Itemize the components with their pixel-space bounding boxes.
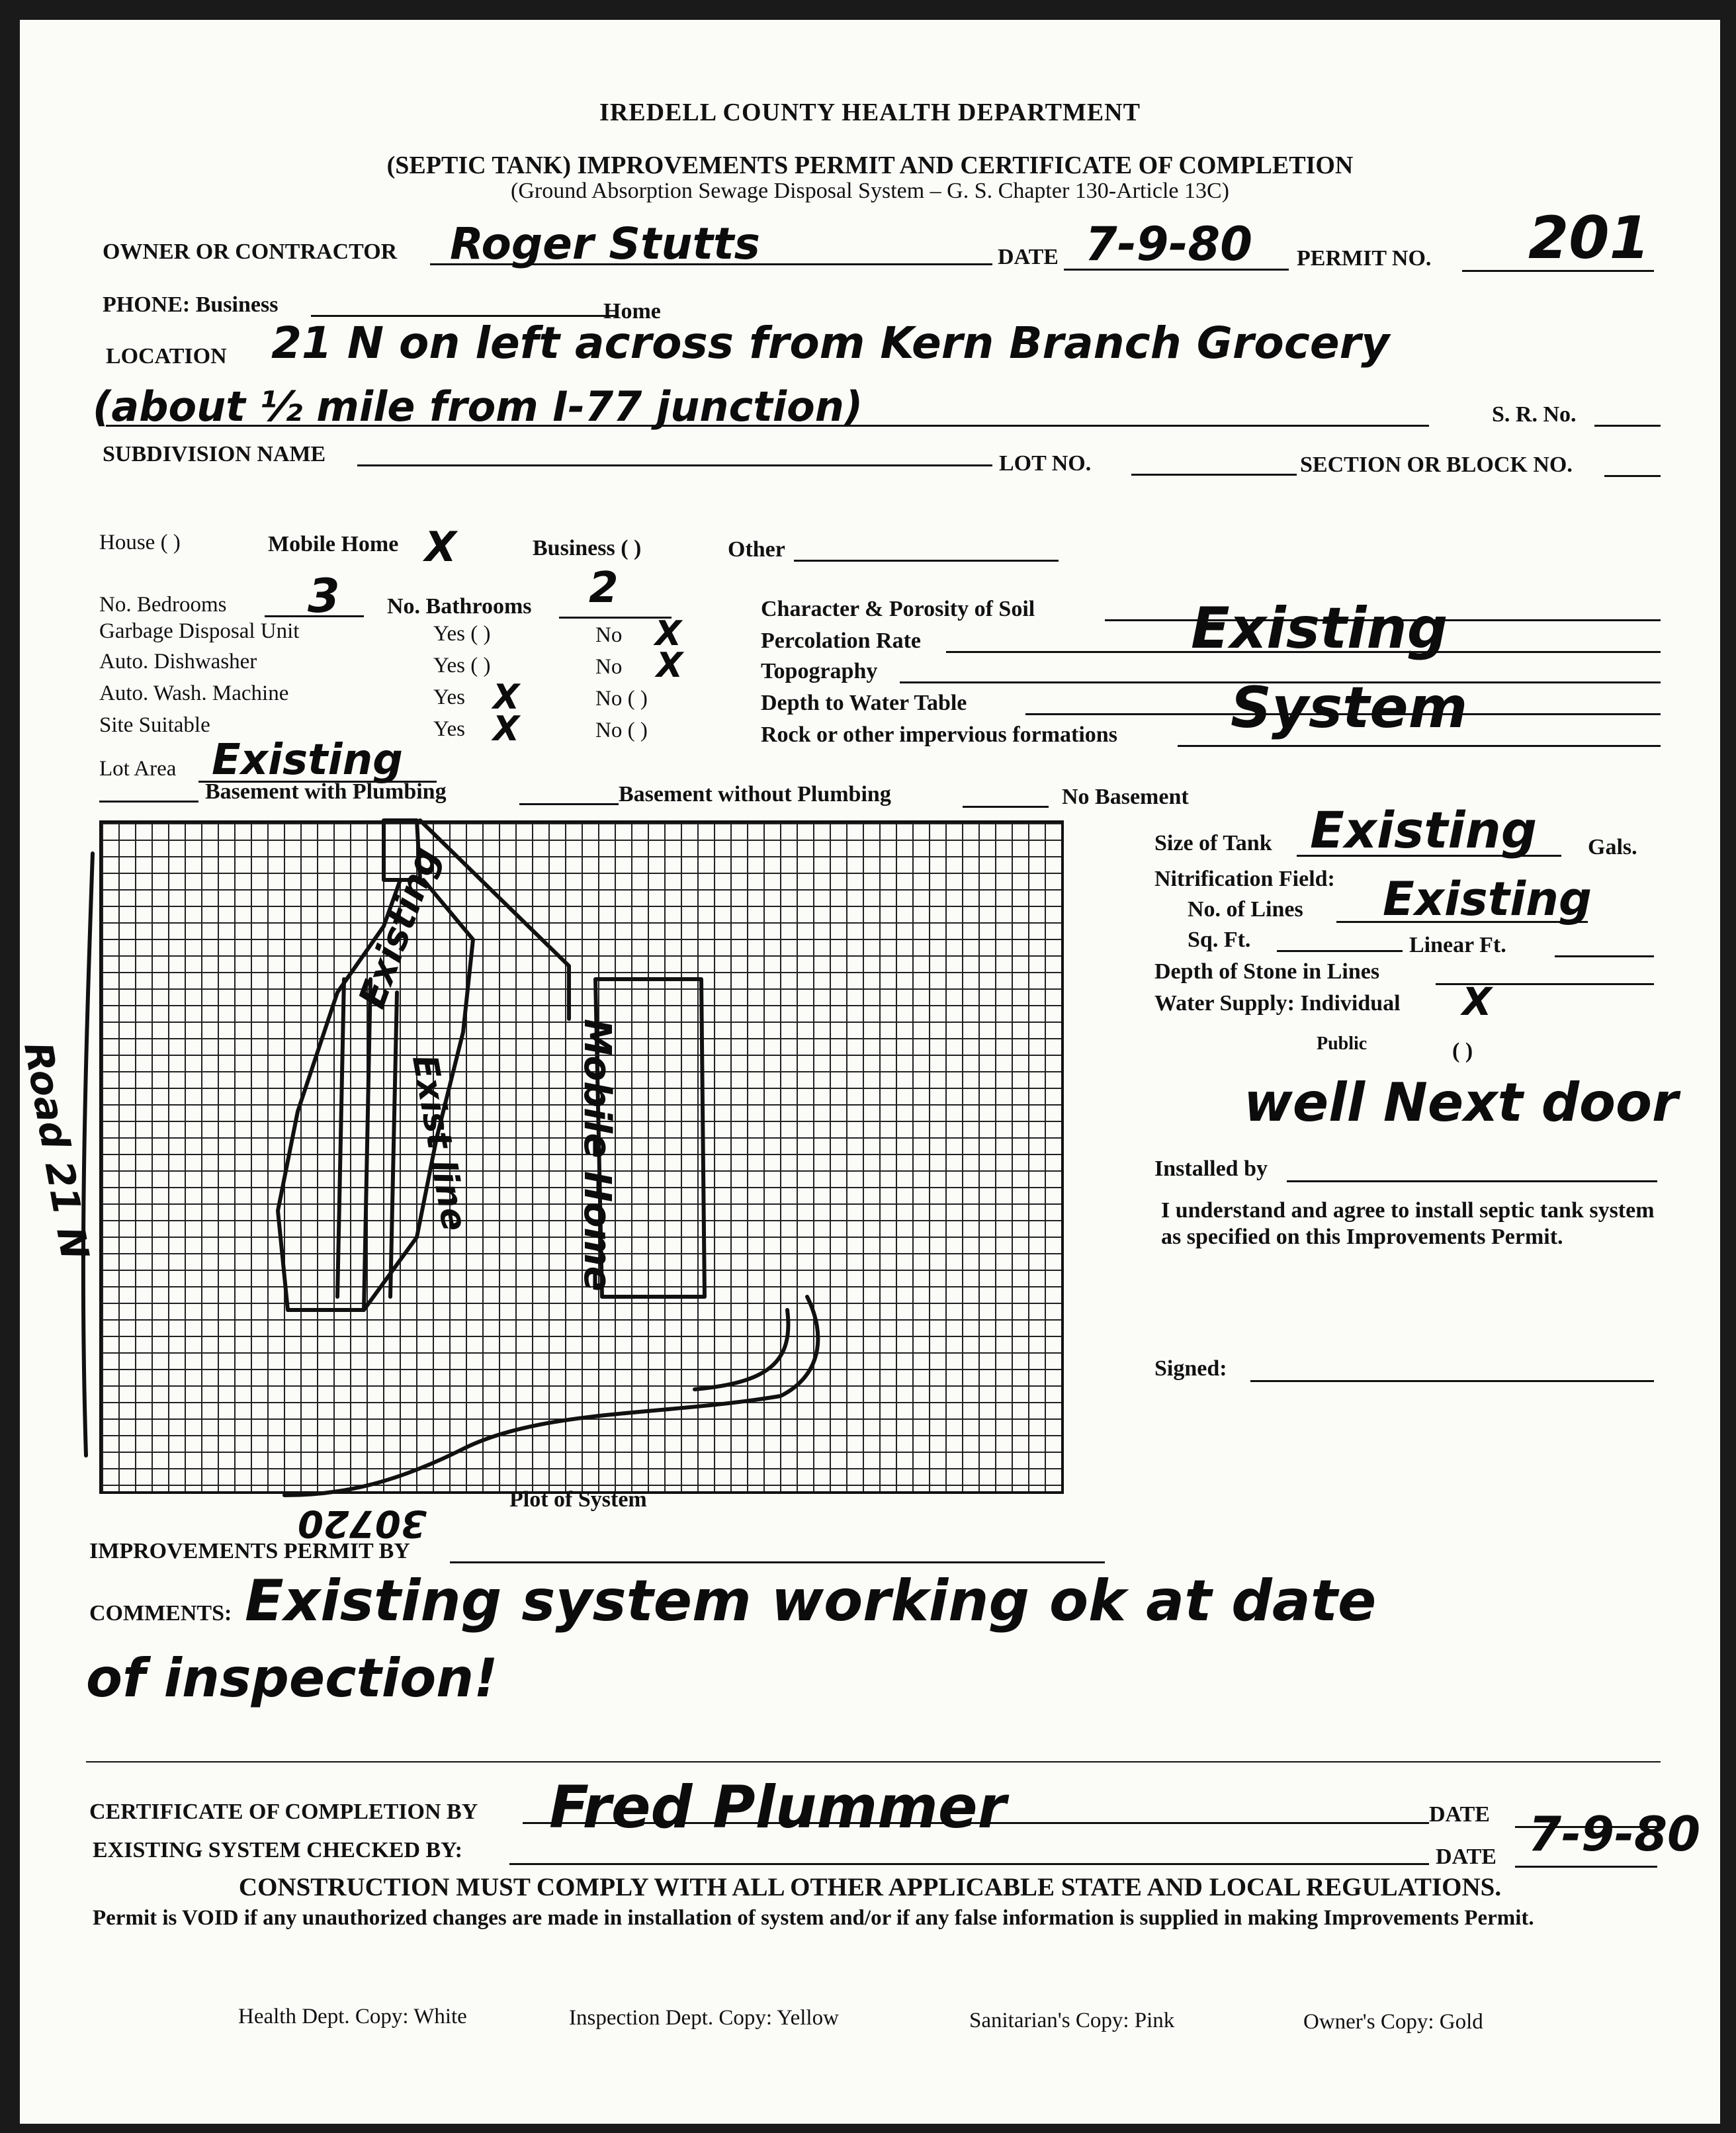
void-notice: Permit is VOID if any unauthorized changes are made in installation of system and/or if any false information is supplied in making Improvements Permit. xyxy=(93,1906,1534,1930)
improvements-permit-label: IMPROVEMENTS PERMIT BY xyxy=(89,1539,410,1563)
sr-label: S. R. No. xyxy=(1492,402,1577,427)
soil-character-label: Character & Porosity of Soil xyxy=(761,597,1035,621)
permit-value: 201 xyxy=(1528,204,1650,272)
permit-label: PERMIT NO. xyxy=(1297,246,1432,271)
bathrooms-value: 2 xyxy=(589,564,619,613)
phone-home-label: Home xyxy=(603,299,661,324)
sqft-label: Sq. Ft. xyxy=(1188,928,1251,952)
wash-machine-label: Auto. Wash. Machine xyxy=(99,681,289,705)
sr-line xyxy=(1594,425,1661,427)
department-heading: IREDELL COUNTY HEALTH DEPARTMENT xyxy=(599,99,1141,126)
water-supply-label: Water Supply: Individual xyxy=(1154,991,1401,1016)
comments-line1: Existing system working ok at date xyxy=(245,1568,1377,1634)
lot-label: LOT NO. xyxy=(999,451,1092,476)
lines-count-label: No. of Lines xyxy=(1188,897,1303,922)
plot-mobile-home-label: Mobile Home xyxy=(576,1019,619,1291)
location-line xyxy=(106,425,1429,427)
plot-caption: Plot of System xyxy=(509,1487,647,1512)
house-option: House ( ) xyxy=(99,531,181,554)
stone-depth-label: Depth of Stone in Lines xyxy=(1154,959,1380,984)
lot-area-value: Existing xyxy=(212,736,403,785)
linear-ft-label: Linear Ft. xyxy=(1409,933,1506,957)
public-mark: ( ) xyxy=(1452,1039,1473,1063)
lot-line xyxy=(1131,474,1297,476)
no-basement: No Basement xyxy=(1062,785,1189,809)
water-table-label: Depth to Water Table xyxy=(761,691,967,715)
signed-label: Signed: xyxy=(1154,1356,1227,1381)
installed-by-line xyxy=(1287,1180,1657,1182)
garbage-disposal-label: Garbage Disposal Unit xyxy=(99,619,300,643)
dishwasher-yes: Yes ( ) xyxy=(433,654,491,677)
plot-road-label: Road 21 N xyxy=(15,1039,98,1263)
wash-machine-no: No ( ) xyxy=(595,687,648,711)
business-option: Business ( ) xyxy=(533,536,642,560)
date-label: DATE xyxy=(998,245,1059,269)
comments-line2: of inspection! xyxy=(86,1647,498,1709)
garbage-disposal-mark: X xyxy=(655,614,682,654)
wash-machine-mark: X xyxy=(493,677,520,717)
rock-line xyxy=(1178,745,1661,747)
garbage-disposal-no: No xyxy=(595,623,623,647)
garbage-disposal-yes: Yes ( ) xyxy=(433,622,491,646)
water-supply-mark: X xyxy=(1462,979,1492,1024)
soil-existing: Existing xyxy=(1191,595,1448,662)
wash-machine-yes: Yes xyxy=(433,685,466,709)
copy-health: Health Dept. Copy: White xyxy=(238,2005,467,2028)
comments-divider xyxy=(86,1761,1661,1763)
rock-label: Rock or other impervious formations xyxy=(761,722,1117,747)
basement-without-plumbing: Basement without Plumbing xyxy=(619,782,891,806)
copy-owner: Owner's Copy: Gold xyxy=(1303,2010,1483,2034)
subdivision-label: SUBDIVISION NAME xyxy=(103,442,326,466)
section-label: SECTION OR BLOCK NO. xyxy=(1300,453,1573,477)
site-suitable-no: No ( ) xyxy=(595,718,648,742)
soil-system: System xyxy=(1231,675,1468,741)
comments-label: COMMENTS: xyxy=(89,1601,232,1626)
checked-by-label: EXISTING SYSTEM CHECKED BY: xyxy=(93,1838,462,1862)
location-line2: (about ½ mile from I-77 junction) xyxy=(93,382,863,431)
owner-label: OWNER OR CONTRACTOR xyxy=(103,239,398,264)
location-label: LOCATION xyxy=(106,344,227,369)
site-suitable-mark: X xyxy=(493,709,520,749)
installed-by-label: Installed by xyxy=(1154,1156,1268,1181)
dishwasher-no: No xyxy=(595,655,623,679)
plot-initials: 30720 xyxy=(298,1502,427,1545)
perc-rate-label: Percolation Rate xyxy=(761,629,922,653)
signed-line xyxy=(1250,1380,1654,1382)
nitrification-label: Nitrification Field: xyxy=(1154,867,1335,891)
checked-by-signature: Fred Plummer xyxy=(549,1773,1006,1841)
plot-existing-label: Existing xyxy=(351,842,449,1014)
site-suitable-label: Site Suitable xyxy=(99,713,210,737)
linear-ft-line xyxy=(1555,955,1654,957)
improvements-permit-line xyxy=(450,1561,1105,1563)
other-line xyxy=(794,560,1059,562)
certificate-date-label: DATE xyxy=(1429,1802,1490,1827)
owner-value: Roger Stutts xyxy=(450,218,760,269)
mobile-home-mark: X xyxy=(425,523,456,571)
location-line1: 21 N on left across from Kern Branch Grocery xyxy=(271,318,1390,369)
public-label: Public xyxy=(1317,1033,1367,1054)
checked-by-line xyxy=(509,1863,1429,1865)
tank-size-label: Size of Tank xyxy=(1154,831,1272,855)
topography-label: Topography xyxy=(761,659,878,683)
certificate-label: CERTIFICATE OF COMPLETION BY xyxy=(89,1800,478,1824)
subdivision-line xyxy=(357,464,992,466)
checked-date-value: 7-9-80 xyxy=(1528,1806,1701,1862)
bedrooms-label: No. Bedrooms xyxy=(99,593,227,617)
tank-size-value: Existing xyxy=(1310,801,1538,859)
construction-notice: CONSTRUCTION MUST COMPLY WITH ALL OTHER APPLICABLE STATE AND LOCAL REGULATIONS. xyxy=(238,1873,1502,1901)
basement-with-plumbing: Basement with Plumbing xyxy=(205,779,447,804)
site-suitable-yes: Yes xyxy=(433,717,466,741)
dishwasher-mark: X xyxy=(656,646,683,685)
phone-business-label: PHONE: Business xyxy=(103,292,279,317)
lot-area-label: Lot Area xyxy=(99,757,177,781)
agreement-text: I understand and agree to install septic tank system as specified on this Improvements Permit. xyxy=(1161,1198,1655,1249)
date-value: 7-9-80 xyxy=(1085,217,1252,271)
dishwasher-label: Auto. Dishwasher xyxy=(99,650,257,674)
other-option: Other xyxy=(728,537,785,562)
copy-inspection: Inspection Dept. Copy: Yellow xyxy=(569,2006,839,2030)
well-note: well Next door xyxy=(1244,1072,1678,1133)
copy-sanitarian: Sanitarian's Copy: Pink xyxy=(969,2009,1175,2032)
form-title: (SEPTIC TANK) IMPROVEMENTS PERMIT AND CERTIFICATE OF COMPLETION xyxy=(386,152,1354,179)
checked-date-line xyxy=(1515,1866,1657,1868)
plot-existing-line-label: Exist line xyxy=(404,1052,474,1235)
bathrooms-label: No. Bathrooms xyxy=(387,594,532,619)
mobile-home-option: Mobile Home xyxy=(268,532,399,556)
gals-label: Gals. xyxy=(1588,835,1637,859)
bedrooms-value: 3 xyxy=(308,569,340,623)
checked-date-label: DATE xyxy=(1436,1845,1497,1869)
form-subtitle: (Ground Absorption Sewage Disposal System – G. S. Chapter 130-Article 13C) xyxy=(511,179,1229,203)
phone-business-line xyxy=(311,315,615,317)
sqft-line xyxy=(1277,950,1403,952)
lines-count-value: Existing xyxy=(1383,872,1592,926)
section-line xyxy=(1604,475,1661,477)
permit-form xyxy=(15,20,1720,2124)
